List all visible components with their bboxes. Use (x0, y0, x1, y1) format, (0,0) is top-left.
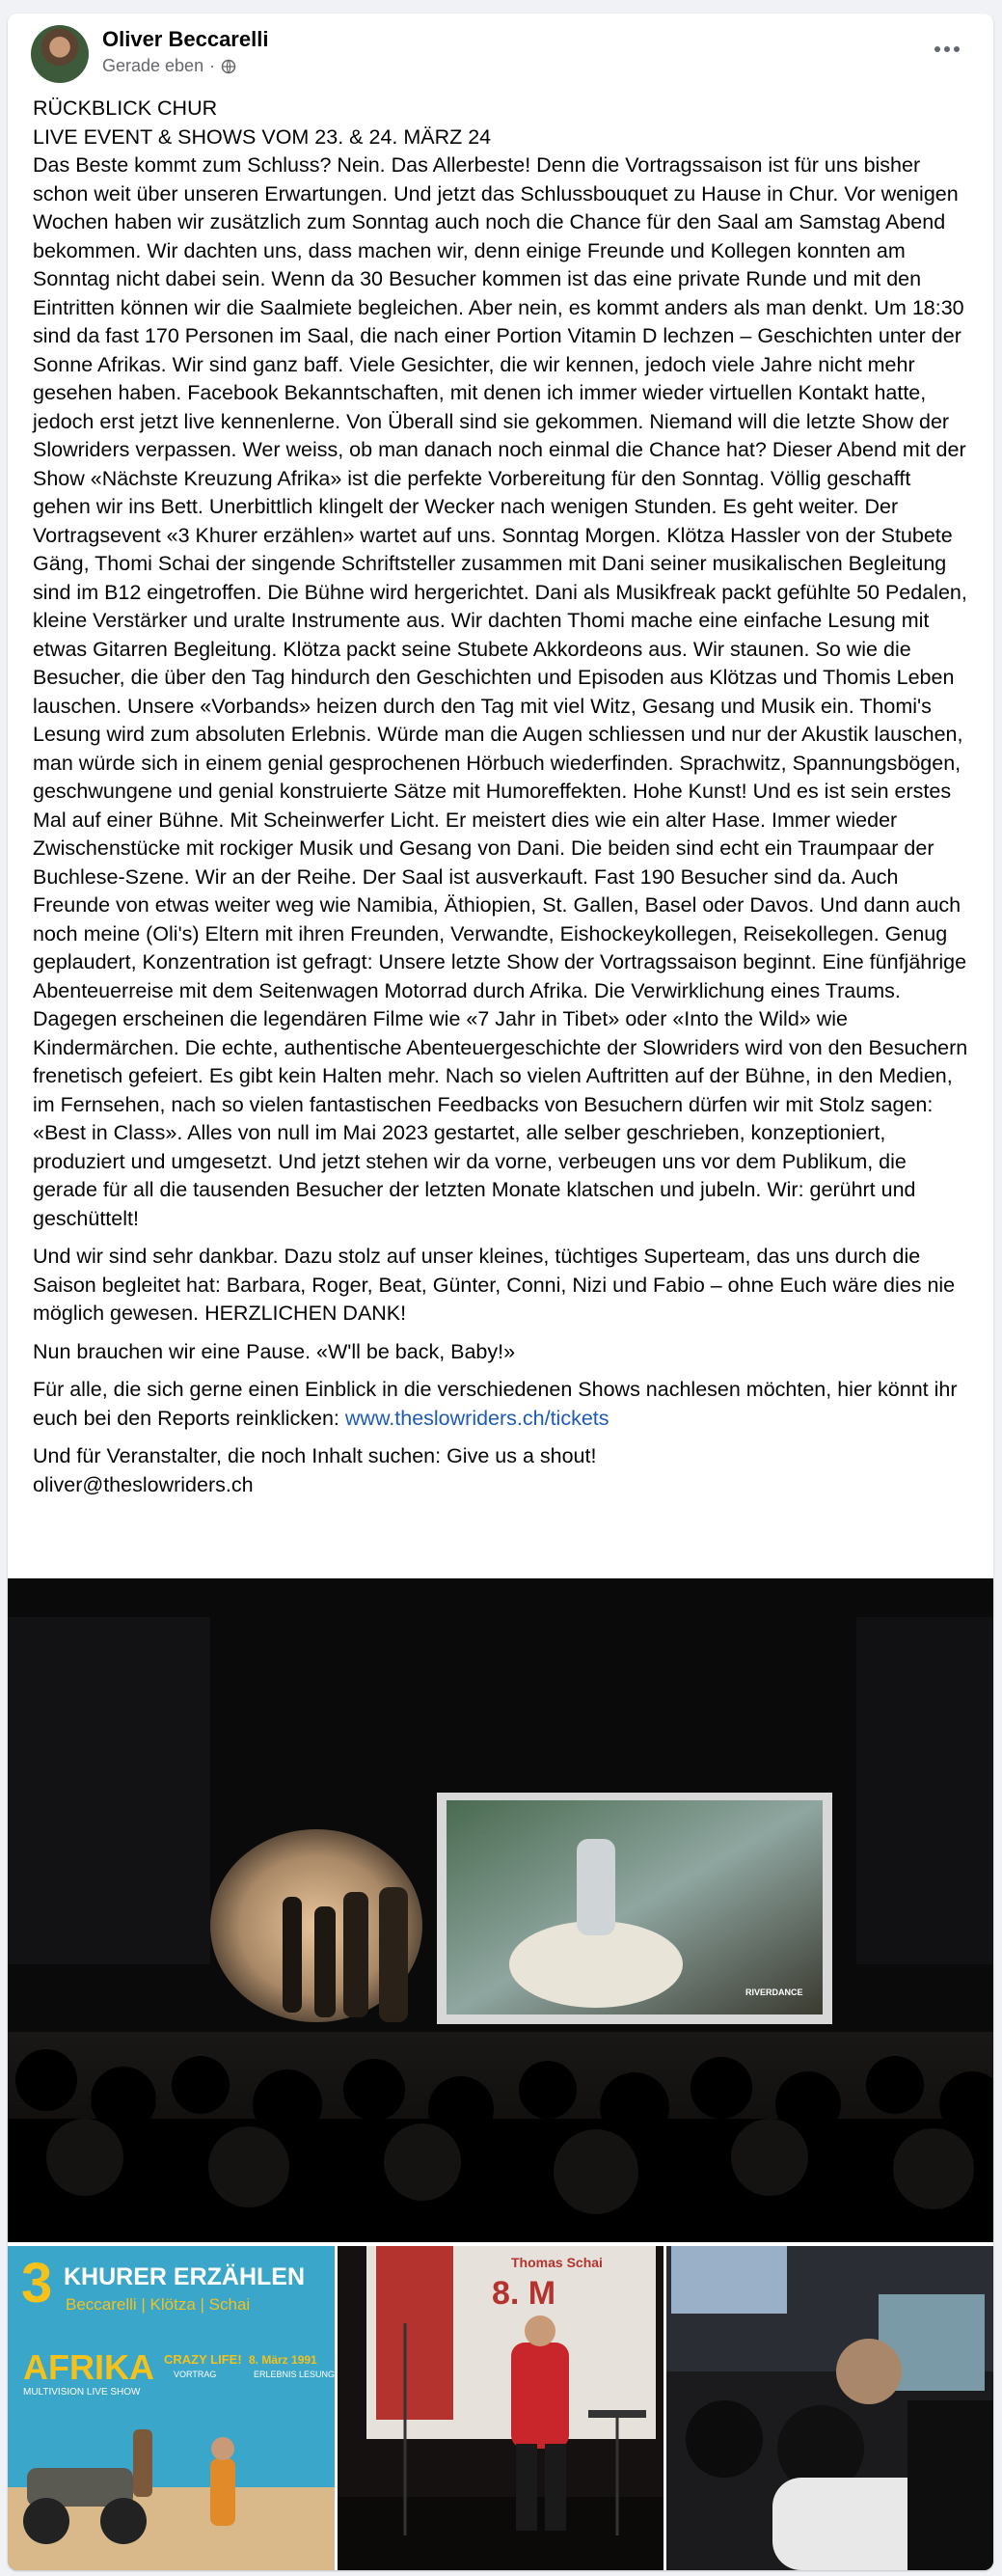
paragraph-3: Nun brauchen wir eine Pause. «W'll be back, Baby!» (33, 1339, 516, 1363)
poster-names: Beccarelli | Klötza | Schai (66, 2295, 251, 2314)
stage-screen-date: 8. M (492, 2275, 556, 2312)
globe-icon (221, 59, 236, 74)
post-meta: Gerade eben · (102, 56, 236, 76)
poster-afrika-sub: MULTIVISION LIVE SHOW (23, 2387, 141, 2398)
author-name[interactable]: Oliver Beccarelli (102, 27, 269, 51)
post-title-line-1: RÜCKBLICK CHUR (33, 96, 218, 120)
paragraph-2: Und wir sind sehr dankbar. Dazu stolz auf unser kleines, tüchtiges Superteam, das uns durch die Saison begleitet hat: Barbara, Roger, Beat, Günter, Conni, Nizi und Fabio – ohne Euch wäre dies nie möglich gewesen. HERZLICHEN DANK! (33, 1245, 956, 1325)
paragraph-4 (33, 1376, 974, 1433)
event-poster-image (8, 2246, 335, 2570)
screen-caption: RIVERDANCE (745, 1987, 803, 1997)
event-poster-photo[interactable] (8, 2246, 335, 2570)
stage-performer-image (338, 2246, 663, 2570)
event-photo-main[interactable] (8, 1578, 993, 2242)
stage-screen-text: Thomas Schai (511, 2255, 603, 2270)
post-header (8, 14, 993, 100)
photo-row (8, 2246, 993, 2570)
poster-date-sub: ERLEBNIS LESUNG (254, 2370, 335, 2379)
contact-email[interactable]: oliver@theslowriders.ch (33, 1472, 254, 1496)
paragraph-4-text: Für alle, die sich gerne einen Einblick in die verschiedenen Shows nachlesen möchten, hier könnt ihr euch bei den Reports reinklicken: (33, 1378, 958, 1430)
paragraph-5-line-1: Und für Veranstalter, die noch Inhalt suchen: Give us a shout! (33, 1444, 597, 1467)
post-card (8, 14, 993, 2570)
poster-afrika: AFRIKA (23, 2347, 154, 2387)
stage-performer-photo[interactable] (338, 2246, 663, 2570)
post-title-line-2: LIVE EVENT & SHOWS VOM 23. & 24. MÄRZ 24 (33, 124, 492, 149)
avatar[interactable] (31, 25, 89, 83)
poster-crazy: CRAZY LIFE! (164, 2352, 242, 2367)
post-time[interactable]: Gerade eben (102, 56, 204, 75)
poster-crazy-sub: VORTRAG (174, 2370, 217, 2379)
poster-title: KHURER ERZÄHLEN (64, 2263, 305, 2290)
paragraph-1: Das Beste kommt zum Schluss? Nein. Das Allerbeste! Denn die Vortragssaison ist für uns bisher schon weit über unseren Erwartungen. Und jetzt das Schlussbouquet zu Hause in Chur. Vor wenigen Wochen haben wir zusätzlich zum Sonntag auch noch die Chance für den Saal am Samstag Abend bekommen. Wir dachten uns, dass machen wir, denn einige Freunde und Kollegen konnten am Sonntag nicht dabei sein. Wenn da 30 Besucher kommen ist das eine private Runde und mit den Eintritten können wir die Saalmiete begleichen. Aber nein, es kommt anders als man denkt. Um 18:30 sind da fast 170 Personen im Saal, die nach einer Portion Vitamin D lechzen – Geschichten unter der Sonne Afrikas. Wir sind ganz baff. Viele Gesichter, die wir kennen, jedoch viele Jahre nicht mehr gesehen haben. Facebook Bekanntschaften, mit denen ich immer wieder virtuellen Kontakt hatte, jedoch erst jetzt live kennenlerne. Von Überall sind sie gekommen. Niemand will die letzte Show der Slowriders verpassen. Wer weiss, ob man danach noch einmal die Chance hat? Dieser Abend mit der Show «Nächste Kreuzung Afrika» ist die perfekte Vorbereitung für den Sonntag. Völlig geschafft gehen wir ins Bett. Unerbittlich klingelt der Wecker nach wenigen Stunden. Es geht weiter. Der Vortragsevent «3 Khurer erzählen» wartet auf uns. Sonntag Morgen. Klötza Hassler von der Stubete Gäng, Thomi Schai der singende Schriftsteller zusammen mit Dani seiner musikalischen Begleitung sind im B12 eingetroffen. Die Bühne wird hergerichtet. Dani als Musikfreak packt gefühlte 50 Pedalen, kleine Verstärker und uralte Instrumente aus. Wir dachten Thomi mache eine einfache Lesung mit etwas Gitarren Begleitung. Klötza packt seine Stubete Akkordeons aus. Wir staunen. So wie die Besucher, die über den Tag hindurch den Geschichten und Episoden aus Klötzas und Thomis Leben lauschen. Unsere «Vorbands» heizen durch den Tag mit viel Witz, Gesang und Musik ein. Thomi's Lesung wird zum absoluten Erlebnis. Würde man die Augen schliessen und nur der Akustik lauschen, man würde sich in einem genial gesprochenen Hörbuch wiederfinden. Sprachwitz, Spannungsbögen, geschwungene und genial konstruierte Sätze mit Humoreffekten. Hohe Kunst! Und es ist sein erstes Mal auf einer Bühne. Mit Scheinwerfer Licht. Er meistert dies wie ein alter Hase. Immer wieder Zwischenstücke mit rockiger Musik und Gesang von Dani. Die beiden sind echt ein Traumpaar der Buchlese-Szene. Wir an der Reihe. Der Saal ist ausverkauft. Fast 190 Besucher sind da. Auch Freunde von etwas weiter weg wie Namibia, Äthiopien, St. Gallen, Basel oder Davos. Und dann auch noch meine (Oli's) Eltern mit ihren Freunden, Verwandte, Eishockeykollegen, Reisekollegen. Genug geplaudert, Konzentration ist gefragt: Unsere letzte Show der Vortragssaison beginnt. Eine fünfjährige Abenteuerreise mit dem Seitenwagen Motorrad durch Afrika. Die Verwirklichung eines Traums. Dagegen erscheinen die legendären Filme wie «7 Jahr in Tibet» oder «Into the Wild» wie Kindermärchen. Die echte, authentische Abenteuergeschichte der Slowriders wird von den Besuchern frenetisch gefeiert. Es gibt kein Halten mehr. Nach so vielen Auftritten auf der Bühne, in den Medien, im Fernsehen, nach so vielen fantastischen Feedbacks von Besuchern dürfen wir mit Stolz sagen: «Best in Class». Alles von null im Mai 2023 gestartet, alle selber geschrieben, konzeptioniert, produziert und umgesetzt. Und jetzt stehen wir da vorne, verbeugen uns vor dem Publikum, die gerade für all die tausenden Besucher der letzten Monate klatschen und jubeln. Wir: gerührt und geschüttelt! (33, 153, 968, 1230)
audience-photo[interactable] (666, 2246, 993, 2570)
tickets-link[interactable]: www.theslowriders.ch/tickets (344, 1406, 609, 1430)
paragraph-5 (33, 1442, 974, 1499)
poster-number: 3 (21, 2252, 53, 2315)
event-photo-image (8, 1578, 993, 2242)
more-options-icon[interactable] (928, 35, 966, 64)
post-text (33, 95, 974, 1509)
audience-image (666, 2246, 993, 2570)
poster-date: 8. März 1991 (249, 2353, 317, 2367)
